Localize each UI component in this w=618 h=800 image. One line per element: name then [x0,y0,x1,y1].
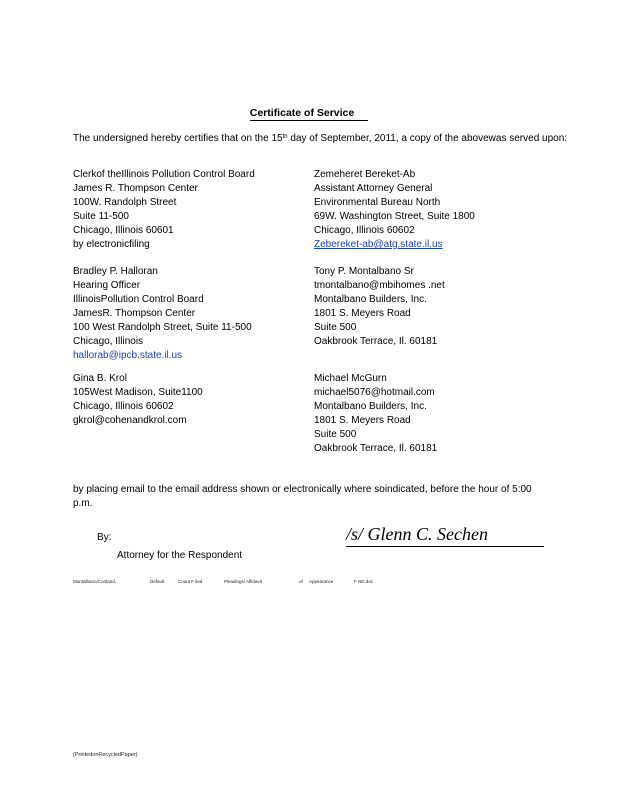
address-line: 100W. Randolph Street [73,197,177,208]
intro-text-after: day of September, 2011, a copy of the abovewas served upon: [287,133,568,144]
address-line: Clerkof theIllinois Pollution Control Board [73,169,255,180]
file-path-part: F ND.doc [354,579,374,584]
address-line: Chicago, Illinois 60602 [73,401,174,412]
file-path-part: Default [150,579,165,584]
attorney-for-respondent: Attorney for the Respondent [117,550,243,561]
recipient-montalbano-sr [314,265,445,349]
address-line: Montalbano Builders, Inc. [314,294,427,305]
file-path-part: Montalbano/Cortland, [73,579,117,584]
address-line: 1801 S. Meyers Road [314,308,411,319]
recipient-clerk [73,168,255,252]
file-path-part: Pleadings/ Affidavit [224,579,262,584]
address-line: IllinoisPollution Control Board [73,294,204,305]
file-path-part: Count F iled [178,579,203,584]
address-line: by electronicfiling [73,239,150,250]
email-link[interactable]: Zebereket-ab@atg.state.il.us [314,239,443,250]
address-line: Suite 500 [314,322,357,333]
address-line: Oakbrook Terrace, Il. 60181 [314,336,438,347]
recipient-assistant-attorney-general [314,168,475,252]
address-line: Environmental Bureau North [314,197,441,208]
address-line: Oakbrook Terrace, Il. 60181 [314,443,438,454]
address-line: Montalbano Builders, Inc. [314,401,427,412]
address-line: James R. Thompson Center [73,183,198,194]
email-link[interactable]: hallorab@ipcb.state.il.us [73,350,183,361]
address-line: Zemeheret Bereket-Ab [314,169,416,180]
file-path-part: Appearance [309,579,334,584]
signature: /s/ Glenn C. Sechen [346,524,488,544]
by-label: By: [97,532,112,543]
address-line: Bradley P. Halloran [73,266,158,277]
address-line: 105West Madison, Suite1100 [73,387,203,398]
intro-text-before: The undersigned hereby certifies that on the 15 [73,133,283,144]
recipient-krol [73,372,203,428]
service-method-paragraph: by placing email to the email address shown or electronically where soindicated, before the hour of 5:00 p.m. [73,484,532,509]
address-line: 69W. Washington Street, Suite 1800 [314,211,475,222]
certificate-title: Certificate of Service [0,107,618,119]
address-line: JamesR. Thompson Center [73,308,196,319]
recipient-mcgurn [314,372,437,456]
intro-paragraph [73,133,573,145]
address-line: Gina B. Krol [73,373,127,384]
intro-superscript: th [282,134,288,140]
address-line: Assistant Attorney General [314,183,433,194]
printed-on-recycled-paper-note: (PrintedonRecycledPaper) [73,752,138,758]
file-path-part: of [299,579,303,584]
address-line: Tony P. Montalbano Sr [314,266,414,277]
address-line: Chicago, Illinois 60602 [314,225,415,236]
address-line: 1801 S. Meyers Road [314,415,411,426]
signature-line [346,546,544,547]
address-line: Chicago, Illinois 60601 [73,225,174,236]
address-line: Suite 11-500 [73,211,129,222]
address-line: 100 West Randolph Street, Suite 11-500 [73,322,252,333]
address-line: gkrol@cohenandkrol.com [73,415,187,426]
address-line: Suite 500 [314,429,357,440]
address-line: tmontalbano@mbihomes .net [314,280,445,291]
address-line: Chicago, Illinois [73,336,144,347]
recipient-hearing-officer [73,265,252,363]
address-line: Hearing Officer [73,280,141,291]
address-line: Michael McGurn [314,373,387,384]
address-line: michael5076@hotmail.com [314,387,435,398]
